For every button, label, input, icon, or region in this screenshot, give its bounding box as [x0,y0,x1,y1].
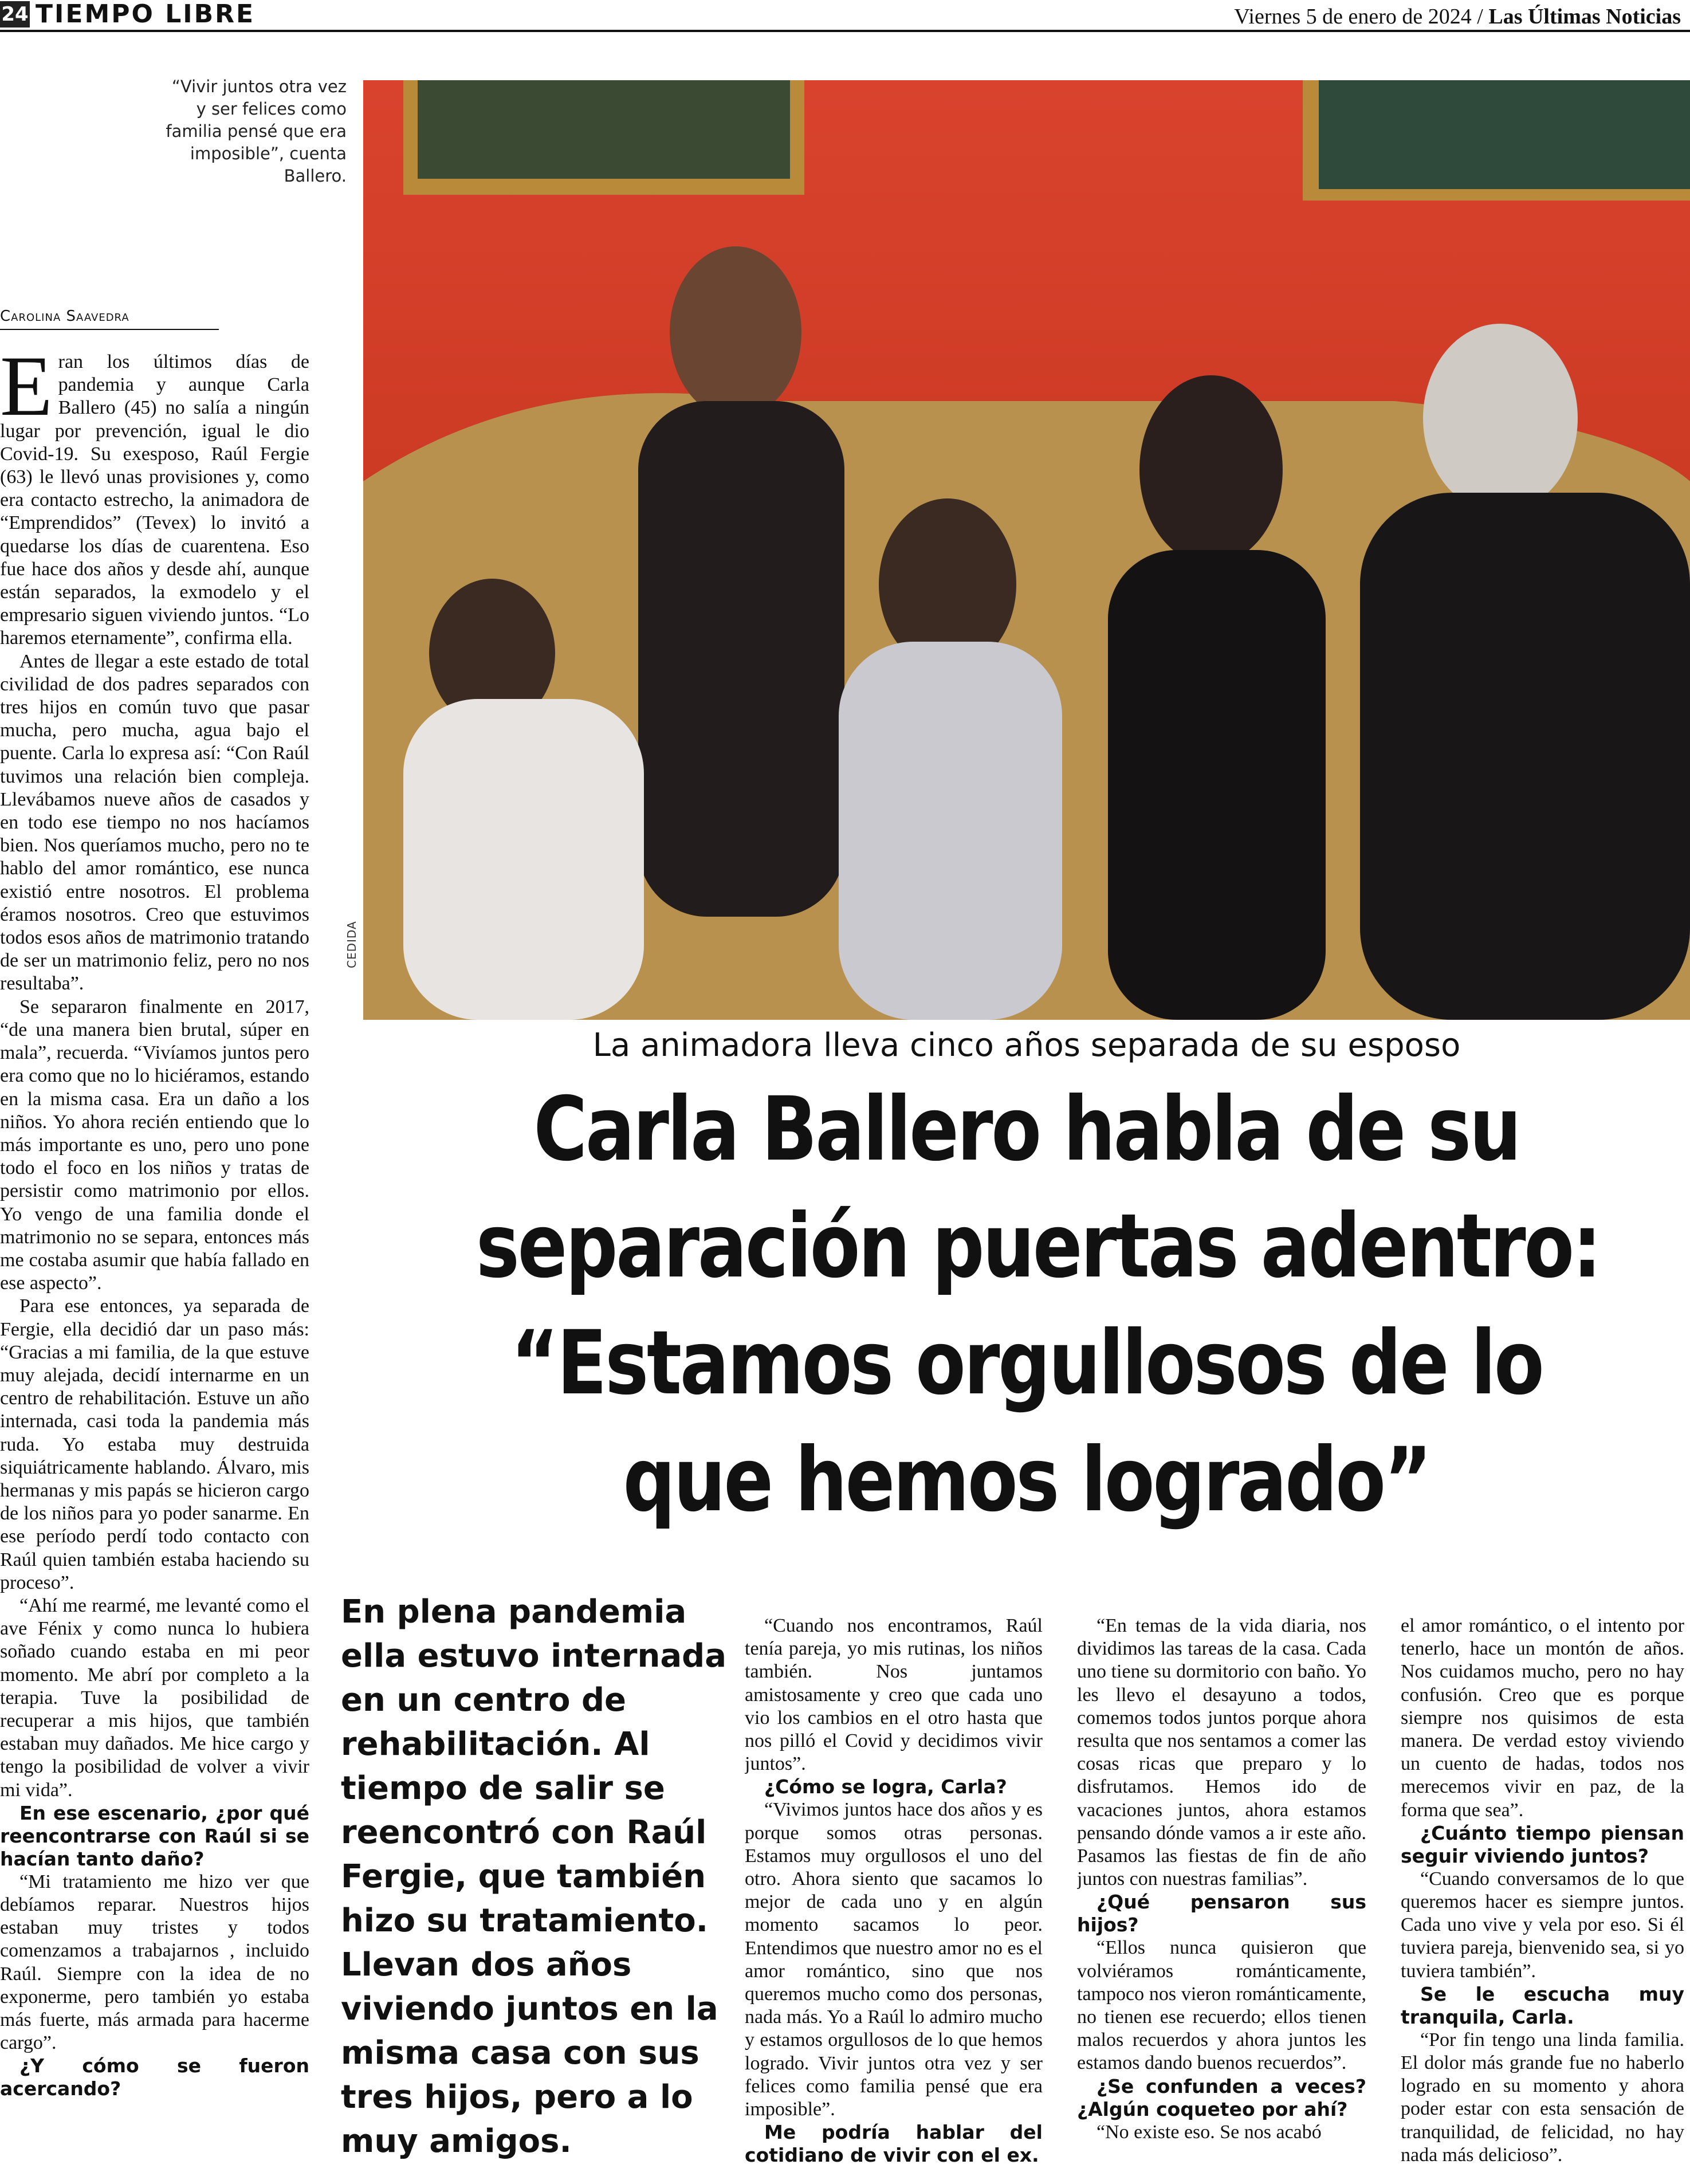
article-column-4 [1401,1615,1684,2184]
lead-paragraph [0,351,309,650]
headline-line: “Estamos orgullosos de lo [510,1312,1543,1415]
article-column-2 [745,1615,1043,2184]
standfirst: En plena pandemia ella estuvo internada en un centro de rehabilitación. Al tiempo de salir se reencontró con Raúl Fergie, que también hizo su tratamiento. Llevan dos años viviendo juntos en la misma casa con sus tres hijos, pero a lo muy amigos. [341,1593,727,2160]
question: ¿Se confunden a veces? ¿Algún coqueteo por ahí? [1077,2075,1366,2120]
paragraph: “Ellos nunca quisieron que volviéramos románticamente, tampoco nos vieron románticamente, no tienen ese recuerdo; ellos tienen malos recuerdos y ahora juntos les estamos dando buenos recuerdos”. [1077,1937,1366,2074]
paragraph: “Ahí me rearmé, me levanté como el ave Fénix y como nunca lo hubiera soñado cuando estaba en mi peor momento. Me abrí por completo a la terapia. Tuve la posibilidad de recuperar a mis hijos, que también estaban muy dañados. Me hice cargo y tengo la posibilidad de volver a vivir mi vida”. [0,1594,309,1801]
section-title: TIEMPO LIBRE [36,0,256,29]
question: ¿Qué pensaron sus hijos? [1077,1891,1366,1936]
headline [475,1071,1600,1539]
family-photo [363,80,1690,1020]
question: ¿Y cómo se fueron acercando? [0,2055,309,2100]
byline-rule [0,329,219,330]
dateline [1234,3,1681,30]
paragraph: “Cuando conversamos de lo que queremos hacer es siempre juntos. Cada uno vive y vela por eso. Si él tuviera pareja, bienvenido sea, si yo tuviera también”. [1401,1868,1684,1982]
date: Viernes 5 de enero de 2024 / [1234,5,1483,29]
wall-painting-left [418,80,790,179]
paragraph: Se separaron finalmente en 2017, “de una manera bien brutal, súper en mala”, recuerda. “Vivíamos juntos pero era como que no lo hiciéramos, estando en la misma casa. Era un daño a los niños. Yo ahora recién entiendo que lo más importante es uno, pero uno pone todo el foco en los niños y tratas de persistir como matrimonio por ellos. Yo vengo de una familia donde el matrimonio no se separa, entonces más me costaba asumir que había fallado en ese aspecto”. [0,996,309,1294]
question: ¿Cuánto tiempo piensan seguir viviendo juntos? [1401,1821,1684,1867]
paragraph: “Cuando nos encontramos, Raúl tenía pareja, yo mis rutinas, los niños también. Nos juntamos amistosamente y creo que cada uno vio los cambios en el otro hasta que nos pilló el Covid y decidimos vivir juntos”. [745,1615,1043,1775]
paragraph: Para ese entonces, ya separada de Fergie, ella decidió dar un paso más: “Gracias a mi familia, de la que estuve muy alejada, decidí internarme en un centro de rehabilitación. Estuve un año internada, casi toda la pandemia más ruda. Yo estaba muy destruida siquiátricamente hablando. Álvaro, mis hermanas y mis papás se hicieron cargo de los niños para yo poder sanarme. En ese período perdí todo contacto con Raúl quien también estaba haciendo su proceso”. [0,1295,309,1593]
kicker: La animadora lleva cinco años separada de su esposo [592,1027,1461,1064]
question: Me podría hablar del cotidiano de vivir con el ex. [745,2121,1043,2167]
paragraph: “Por fin tengo una linda familia. El dolor más grande fue no haberlo logrado en su momento y ahora poder estar con esta sensación de tranquilidad, de felicidad, no hay nada más delicioso”. [1401,2029,1684,2166]
article-column-3 [1077,1615,1366,2184]
paragraph: “No existe eso. Se nos acabó [1096,2121,1322,2143]
photo-credit: CEDIDA [345,921,359,968]
paragraph-text: ran los últimos días de pandemia y aunque Carla Ballero (45) no salía a ningún lugar por prevención, igual le dio Covid-19. Su exesposo, Raúl Fergie (63) le llevó unas provisiones y, como era contacto estrecho, la animadora de “Emprendidos” (Tevex) lo invitó a quedarse los días de cuarentena. Eso fue hace dos años y desde ahí, aunque están separados, la exmodelo y el empresario siguen viviendo juntos. “Lo haremos eternamente”, confirma ella. [0,351,309,649]
question: Se le escucha muy tranquila, Carla. [1401,1982,1684,2028]
header-rule [0,30,1690,32]
paragraph: el amor romántico, o el intento por tenerlo, hace un montón de años. Nos cuidamos mucho, pero no hay confusión. Creo que es porque siempre nos quisimos de esta manera. De verdad estoy viviendo un cuento de hadas, todos nos merecemos vivir en paz, de la forma que sea”. [1401,1615,1684,1821]
article-column-1 [0,351,309,2184]
photo-caption: “Vivir juntos otra vez y ser felices como familia pensé que era imposible”, cuenta Ballero. [166,77,347,186]
paragraph: “Mi tratamiento me hizo ver que debíamos reparar. Nuestros hijos estaban muy tristes y todos comenzamos a trabajarnos , incluido Raúl. Siempre con la idea de no exponerme, pero también yo estaba más fuerte, más armada para hacerme cargo”. [0,1871,309,2054]
paragraph: “En temas de la vida diaria, nos dividimos las tareas de la casa. Cada uno tiene su dormitorio con baño. Yo les llevo el desayuno a todos, comemos todos juntos porque ahora resulta que nos sentamos a comer las cosas ricas que preparo y lo disfrutamos. Hemos ido de vacaciones juntos, ahora estamos pensando dónde vamos a ir este año. Pasamos las fiestas de fin de año juntos con nuestras familias”. [1077,1615,1366,1890]
question: En ese escenario, ¿por qué reencontrarse con Raúl si se hacían tanto daño? [0,1801,309,1870]
wall-painting-right [1319,80,1690,189]
drop-cap: E [0,351,53,434]
family-photo-illustration [363,80,1690,1020]
paragraph: Antes de llegar a este estado de total civilidad de dos padres separados con tres hijos en común tuvo que pasar mucha, pero mucha, agua bajo el puente. Carla lo expresa así: “Con Raúl tuvimos una relación bien compleja. Llevábamos nueve años de casados y en todo ese tiempo no nos hacíamos bien. Nos queríamos mucho, pero no te hablo del amor romántico, ese nunca existió entre nosotros. El problema éramos nosotros. Creo que estuvimos todos esos años de matrimonio tratando de ser un matrimonio feliz, pero no nos resultaba”. [0,650,309,995]
publication-name: Las Últimas Noticias [1488,5,1681,29]
question: ¿Cómo se logra, Carla? [764,1776,1007,1798]
page-number: 24 [0,1,30,28]
byline: Carolina Saavedra [0,308,129,325]
headline-line: que hemos logrado” [623,1429,1430,1531]
headline-line: separación puertas adentro: [475,1195,1600,1298]
headline-line: Carla Ballero habla de su [533,1078,1520,1181]
paragraph: “Vivimos juntos hace dos años y es porque somos otras personas. Estamos muy orgullosos el uno del otro. Ahora siento que sacamos lo mejor de cada uno y en algún momento sacamos lo peor. Entendimos que nuestro amor no es el amor romántico, sino que nos queremos mucho como dos personas, nada más. Yo a Raúl lo admiro mucho y estamos orgullosos de lo que hemos logrado. Vivir juntos otra vez y ser felices como familia pensé que era imposible”. [745,1799,1043,2120]
